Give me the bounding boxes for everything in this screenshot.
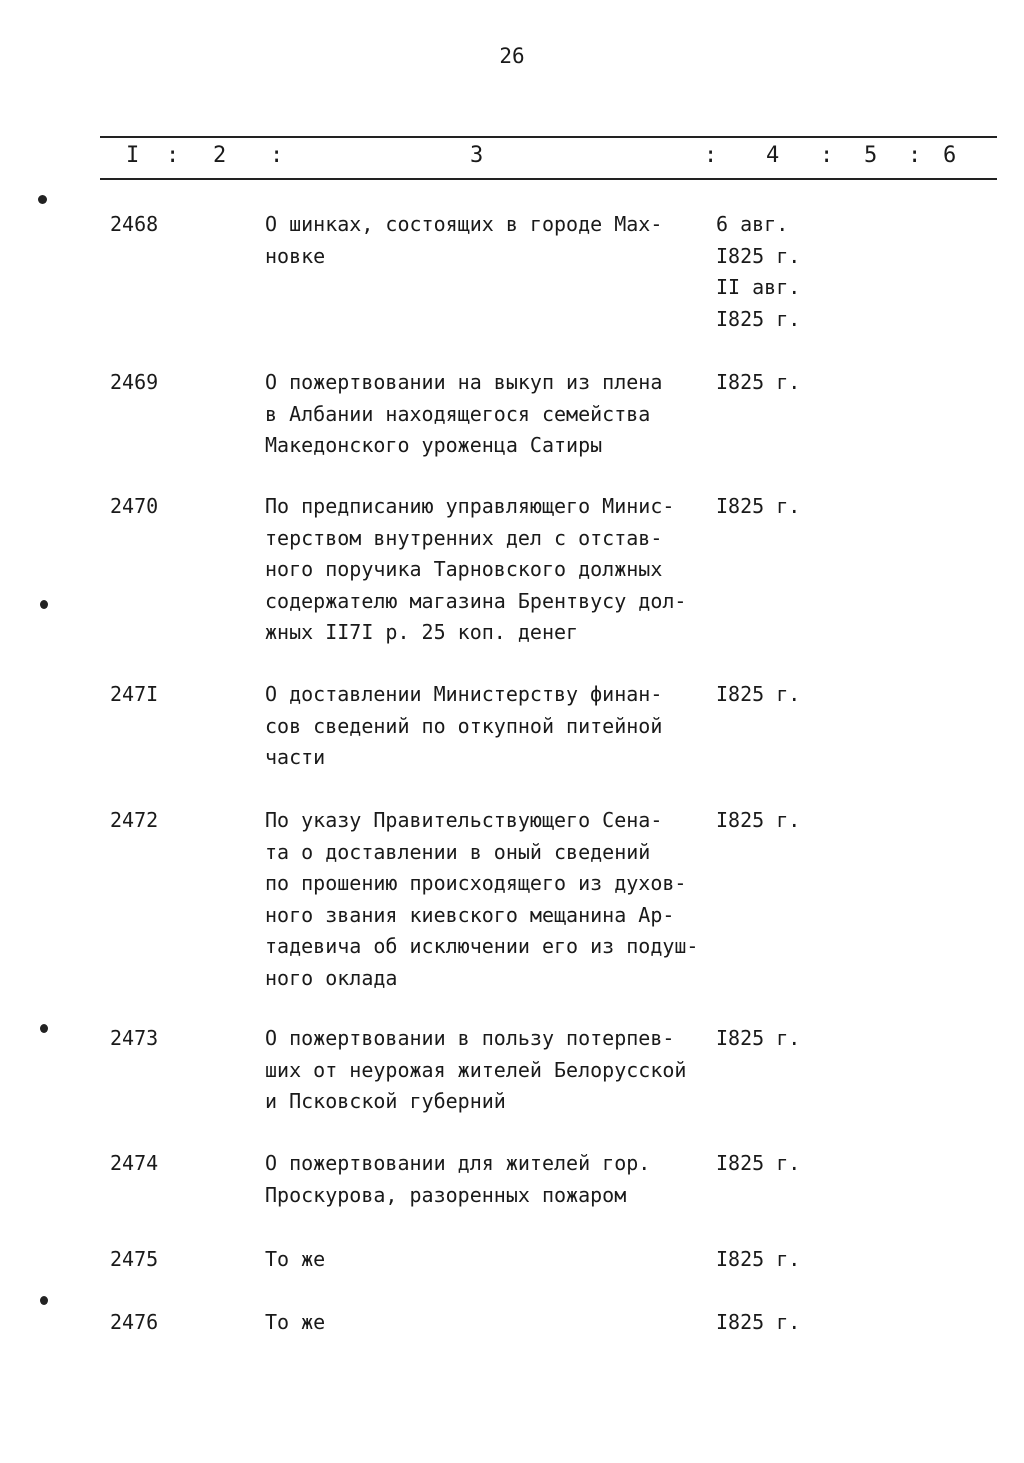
entry-dates	[716, 805, 800, 837]
description-line: части	[265, 745, 326, 769]
description-line: О пожертвовании в пользу потерпев-	[265, 1026, 675, 1050]
description-line: жных II7I р. 25 коп. денег	[265, 620, 579, 644]
header-col-6: 6	[943, 143, 957, 168]
entry-dates	[716, 1244, 800, 1276]
entry-description	[265, 1307, 725, 1339]
date-line: I825 г.	[716, 1026, 801, 1050]
header-col-3: 3	[470, 143, 484, 168]
description-line: терством внутренних дел с отстав-	[265, 525, 663, 550]
entry-description	[265, 1023, 725, 1118]
entry-description	[265, 1244, 725, 1276]
date-line: I825 г.	[716, 370, 801, 394]
description-line: и Псковской губерний	[265, 1089, 506, 1113]
header-separator: :	[270, 143, 284, 168]
entry-number: 2468	[110, 212, 159, 236]
description-line: То же	[265, 1247, 326, 1271]
entry-number: 2470	[110, 494, 159, 518]
entry-number: 2469	[110, 370, 159, 394]
date-line: 6 авг.	[716, 212, 789, 236]
description-line: в Албании находящегося семейства	[265, 401, 651, 426]
header-top-rule	[100, 136, 997, 138]
entry-dates	[716, 209, 800, 335]
entry-description	[265, 491, 725, 649]
entry-number: 2473	[110, 1026, 159, 1050]
header-col-1: I	[126, 143, 140, 168]
date-line: I825 г.	[716, 243, 801, 268]
header-bottom-rule	[100, 178, 997, 180]
description-line: О доставлении Министерству финан-	[265, 682, 663, 706]
scan-speck	[40, 600, 48, 609]
header-col-2: 2	[213, 143, 227, 168]
description-line: О пожертвовании на выкуп из плена	[265, 370, 663, 394]
entry-dates	[716, 1023, 800, 1055]
description-line: по прошению происходящего из духов-	[265, 871, 687, 895]
description-line: О пожертвовании для жителей гор.	[265, 1151, 651, 1175]
header-col-4: 4	[766, 143, 780, 168]
header-separator: :	[908, 143, 922, 168]
entry-dates	[716, 367, 800, 399]
date-line: II авг.	[716, 275, 801, 299]
scan-speck	[40, 1024, 48, 1033]
date-line: I825 г.	[716, 1247, 801, 1271]
date-line: I825 г.	[716, 682, 801, 706]
entry-number: 247I	[110, 682, 159, 706]
header-separator: :	[166, 143, 180, 168]
date-line: I825 г.	[716, 494, 801, 518]
scan-speck	[40, 1296, 48, 1305]
date-line: I825 г.	[716, 1151, 801, 1175]
entry-number: 2476	[110, 1310, 159, 1334]
entry-number: 2474	[110, 1151, 159, 1175]
description-line: По указу Правительствующего Сена-	[265, 808, 663, 832]
entry-description	[265, 209, 725, 272]
entry-description	[265, 805, 725, 994]
description-line: По предписанию управляющего Минис-	[265, 494, 675, 518]
date-line: I825 г.	[716, 306, 801, 331]
entry-description	[265, 1148, 725, 1211]
entry-dates	[716, 1307, 800, 1339]
entry-description	[265, 679, 725, 774]
header-separator: :	[820, 143, 834, 168]
description-line: Македонского уроженца Сатиры	[265, 433, 603, 457]
header-separator: :	[704, 143, 718, 168]
scan-speck	[38, 195, 47, 204]
entry-dates	[716, 491, 800, 523]
header-col-5: 5	[864, 143, 878, 168]
description-line: О шинках, состоящих в городе Мах-	[265, 212, 663, 236]
description-line: новке	[265, 243, 326, 268]
description-line: ного звания киевского мещанина Ар-	[265, 902, 675, 927]
entry-number: 2475	[110, 1247, 159, 1271]
description-line: ного оклада	[265, 965, 398, 990]
description-line: тадевича об исключении его из подуш-	[265, 934, 699, 958]
date-line: I825 г.	[716, 1310, 801, 1334]
entry-dates	[716, 1148, 800, 1180]
description-line: ного поручика Тарновского должных	[265, 557, 663, 581]
description-line: та о доставлении в оный сведений	[265, 839, 651, 864]
entry-description	[265, 367, 725, 462]
description-line: То же	[265, 1310, 326, 1334]
entry-number: 2472	[110, 808, 159, 832]
description-line: Проскурова, разоренных пожаром	[265, 1182, 627, 1207]
description-line: содержателю магазина Брентвусу дол-	[265, 588, 687, 613]
description-line: сов сведений по откупной питейной	[265, 713, 663, 738]
entry-dates	[716, 679, 800, 711]
page-number: 26	[499, 44, 525, 68]
description-line: ших от неурожая жителей Белорусской	[265, 1057, 687, 1082]
date-line: I825 г.	[716, 808, 801, 832]
